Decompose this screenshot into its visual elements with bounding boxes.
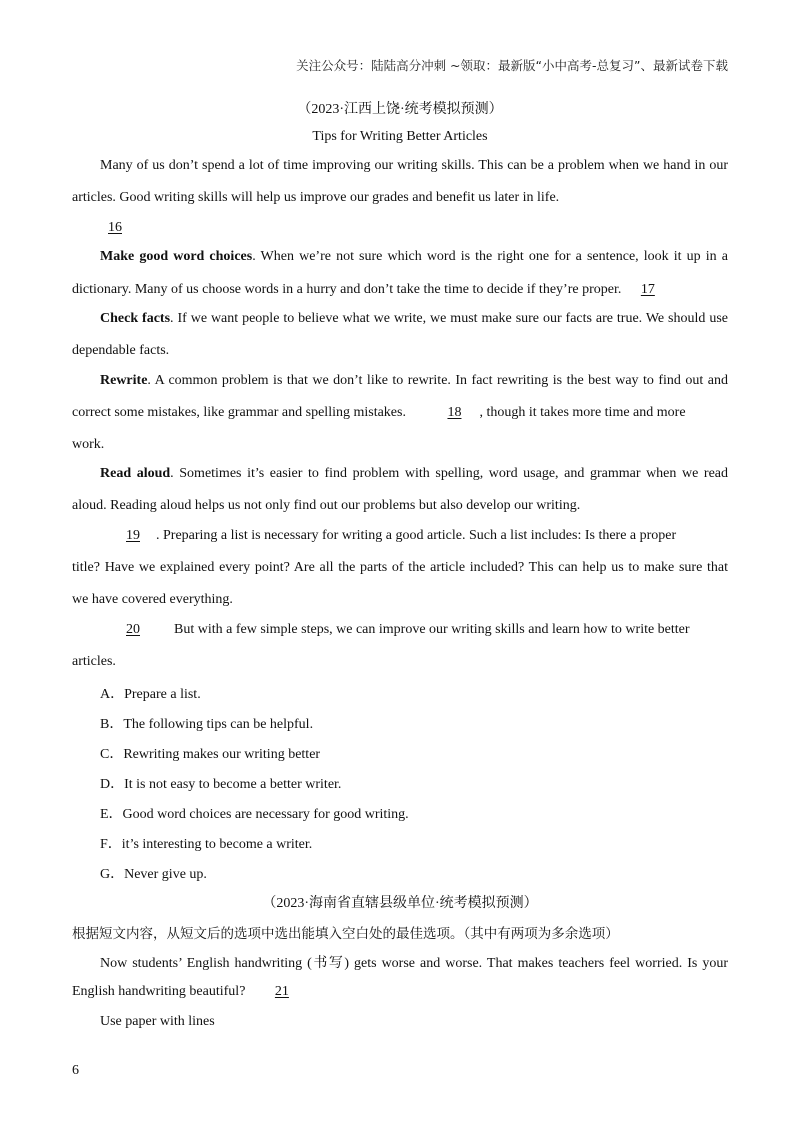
option-g: G．Never give up.	[100, 867, 207, 882]
paragraph-line: Use paper with lines	[100, 1014, 215, 1029]
section1-source: （2023·江西上饶·统考模拟预测）	[297, 102, 503, 117]
section2-source: （2023·海南省直辖县级单位·统考模拟预测）	[262, 896, 538, 911]
paragraph-text: . Sometimes it’s easier to find problem with spelling, word usage, and grammar when we read	[170, 466, 728, 481]
paragraph-text: . If we want people to believe what we write, we must make sure our facts are true. We should use	[170, 311, 728, 326]
paragraph-line: work.	[72, 437, 105, 452]
tip-heading: Rewrite	[100, 373, 148, 388]
blank-number: 16	[108, 220, 122, 235]
blank-number: 19	[126, 528, 140, 543]
paragraph-text: English handwriting beautiful?	[72, 984, 246, 999]
page-number: 6	[72, 1063, 79, 1078]
paragraph-line: we have covered everything.	[72, 592, 233, 607]
blank-number: 21	[274, 984, 289, 999]
blank-number: 20	[126, 622, 140, 637]
paragraph-text: . Preparing a list is necessary for writing a good article. Such a list includes: Is there a proper	[156, 528, 677, 543]
paragraph-line	[72, 405, 728, 421]
paragraph-line: articles.	[72, 654, 116, 669]
section2-instruction: 根据短文内容，从短文后的选项中选出能填入空白处的最佳选项。（其中有两项为多余选项）	[72, 926, 619, 942]
option-a: A．Prepare a list.	[100, 687, 201, 702]
tip-heading: Read aloud	[100, 466, 171, 481]
paragraph-line	[100, 528, 728, 544]
tip-heading: Make good word choices	[100, 249, 253, 264]
option-b: B．The following tips can be helpful.	[100, 717, 314, 732]
option-d: D．It is not easy to become a better writer.	[100, 777, 342, 792]
article-title: Tips for Writing Better Articles	[312, 129, 488, 144]
paragraph-line: Now students’ English handwriting (书写) gets worse and worse. That makes teachers feel worried. Is your	[100, 956, 728, 971]
page-header: 关注公众号：陆陆高分冲刺 ~领取：最新版“小中高考-总复习”、最新试卷下载	[296, 58, 728, 73]
paragraph-line	[100, 311, 728, 327]
paragraph-line	[100, 622, 728, 638]
paragraph-text: correct some mistakes, like grammar and spelling mistakes.	[72, 405, 406, 420]
paragraph-line	[100, 249, 728, 265]
paragraph-line: articles. Good writing skills will help us improve our grades and benefit us later in life.	[72, 190, 560, 205]
paragraph-text: But with a few simple steps, we can improve our writing skills and learn how to write better	[174, 622, 690, 637]
tip-heading: Check facts	[100, 311, 171, 326]
paragraph-line	[100, 466, 728, 482]
option-c: C．Rewriting makes our writing better	[100, 747, 321, 762]
blank-16	[100, 220, 728, 236]
paragraph-text: . A common problem is that we don’t like to rewrite. In fact rewriting is the best way to find out and	[147, 373, 728, 388]
paragraph-line: Many of us don’t spend a lot of time improving our writing skills. This can be a problem when we hand in our	[100, 158, 728, 173]
paragraph-text: , though it takes more time and more	[479, 405, 686, 420]
paragraph-line	[72, 984, 728, 1000]
option-e: E．Good word choices are necessary for good writing.	[100, 807, 409, 822]
blank-number: 18	[447, 405, 462, 420]
blank-number: 17	[640, 282, 655, 297]
paragraph-line: dependable facts.	[72, 343, 170, 358]
paragraph-line: aloud. Reading aloud helps us not only find out our problems but also develop our writing.	[72, 498, 581, 513]
paragraph-text: dictionary. Many of us choose words in a hurry and don’t take the time to decide if they’re proper.	[72, 282, 622, 297]
paragraph-text: . When we’re not sure which word is the right one for a sentence, look it up in a	[252, 249, 728, 264]
paragraph-line	[100, 373, 728, 389]
paragraph-line: title? Have we explained every point? Are all the parts of the article included? This can help us to make sure that	[72, 560, 728, 575]
paragraph-line	[72, 282, 728, 298]
option-f: F．it’s interesting to become a writer.	[100, 837, 313, 852]
